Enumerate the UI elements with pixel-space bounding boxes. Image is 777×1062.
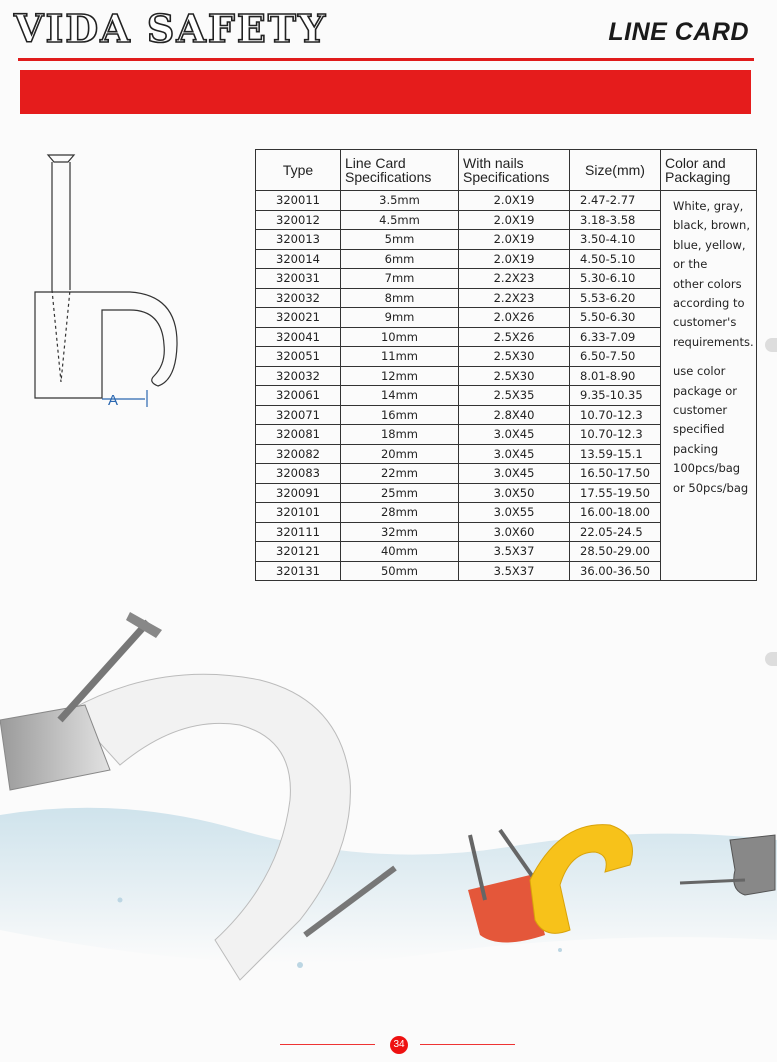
type-cell: 320014 [256, 249, 341, 269]
header-line-card: Line Card Specifications [341, 150, 459, 191]
packaging-line: packing [673, 441, 719, 456]
nails-cell: 2.2X23 [459, 269, 570, 289]
line-card-cell: 12mm [341, 366, 459, 386]
line-card-cell: 18mm [341, 425, 459, 445]
spec-table [255, 149, 757, 581]
clip-outline [35, 155, 177, 398]
size-cell: 3.18-3.58 [570, 210, 661, 230]
type-cell: 320013 [256, 230, 341, 250]
line-card-cell: 11mm [341, 347, 459, 367]
binder-hole [765, 652, 777, 666]
type-cell: 320071 [256, 405, 341, 425]
color-line: blue, yellow, [673, 237, 746, 252]
nails-cell: 2.5X26 [459, 327, 570, 347]
line-card-cell: 14mm [341, 386, 459, 406]
table-header-row [256, 150, 757, 191]
size-cell: 22.05-24.5 [570, 522, 661, 542]
type-cell: 320082 [256, 444, 341, 464]
packaging-line: use color [673, 364, 726, 379]
type-cell: 320101 [256, 503, 341, 523]
nails-cell: 2.0X19 [459, 210, 570, 230]
type-cell: 320032 [256, 366, 341, 386]
packaging-line: or 50pcs/bag [673, 480, 749, 495]
size-cell: 9.35-10.35 [570, 386, 661, 406]
line-card-cell: 5mm [341, 230, 459, 250]
size-cell: 2.47-2.77 [570, 191, 661, 211]
nails-cell: 3.0X60 [459, 522, 570, 542]
header-color-packaging: Color and Packaging [661, 150, 757, 191]
type-cell: 320011 [256, 191, 341, 211]
type-cell: 320032 [256, 288, 341, 308]
grey-clip [730, 835, 775, 895]
line-card-cell: 28mm [341, 503, 459, 523]
nails-cell: 2.2X23 [459, 288, 570, 308]
type-cell: 320111 [256, 522, 341, 542]
line-card-cell: 10mm [341, 327, 459, 347]
line-card-cell: 6mm [341, 249, 459, 269]
brand-logo: VIDA SAFETY [14, 6, 328, 51]
nails-cell: 3.0X45 [459, 425, 570, 445]
type-cell: 320121 [256, 542, 341, 562]
line-card-cell: 22mm [341, 464, 459, 484]
color-packaging-cell [661, 191, 757, 581]
size-cell: 5.50-6.30 [570, 308, 661, 328]
nails-cell: 2.0X19 [459, 249, 570, 269]
footer-rule-left [280, 1044, 375, 1045]
packaging-line: package or [673, 383, 737, 398]
size-cell: 6.33-7.09 [570, 327, 661, 347]
line-card-cell: 8mm [341, 288, 459, 308]
color-line: according to [673, 296, 745, 311]
header-type: Type [256, 150, 341, 191]
type-cell: 320031 [256, 269, 341, 289]
nails-cell: 2.5X35 [459, 386, 570, 406]
type-cell: 320041 [256, 327, 341, 347]
nails-cell: 3.0X55 [459, 503, 570, 523]
page-title: LINE CARD [608, 18, 749, 46]
line-card-cell: 20mm [341, 444, 459, 464]
water-splash [0, 808, 777, 964]
nails-cell: 2.0X19 [459, 230, 570, 250]
size-cell: 36.00-36.50 [570, 561, 661, 581]
nails-cell: 2.0X26 [459, 308, 570, 328]
type-cell: 320091 [256, 483, 341, 503]
type-cell: 320081 [256, 425, 341, 445]
page-number: 34 [390, 1036, 408, 1054]
line-card-cell: 50mm [341, 561, 459, 581]
line-card-cell: 3.5mm [341, 191, 459, 211]
header-banner [20, 70, 751, 114]
nails-cell: 3.0X45 [459, 464, 570, 484]
packaging-line: 100pcs/bag [673, 461, 741, 476]
packaging-line: customer [673, 403, 728, 418]
color-line: or the [673, 257, 708, 272]
nails-cell: 2.0X19 [459, 191, 570, 211]
line-card-cell: 40mm [341, 542, 459, 562]
size-cell: 8.01-8.90 [570, 366, 661, 386]
type-cell: 320021 [256, 308, 341, 328]
size-cell: 10.70-12.3 [570, 405, 661, 425]
size-cell: 17.55-19.50 [570, 483, 661, 503]
size-cell: 10.70-12.3 [570, 425, 661, 445]
type-cell: 320061 [256, 386, 341, 406]
size-cell: 4.50-5.10 [570, 249, 661, 269]
size-cell: 5.53-6.20 [570, 288, 661, 308]
size-cell: 5.30-6.10 [570, 269, 661, 289]
nails-cell: 2.5X30 [459, 366, 570, 386]
nails-cell: 3.5X37 [459, 561, 570, 581]
color-line: black, brown, [673, 218, 750, 233]
line-card-cell: 32mm [341, 522, 459, 542]
header-size: Size(mm) [570, 150, 661, 191]
binder-hole [765, 338, 777, 352]
color-line: White, gray, [673, 199, 744, 213]
size-cell: 28.50-29.00 [570, 542, 661, 562]
type-cell: 320083 [256, 464, 341, 484]
nails-cell: 2.5X30 [459, 347, 570, 367]
header-nails: With nails Specifications [459, 150, 570, 191]
table-row [256, 191, 757, 211]
line-card-cell: 9mm [341, 308, 459, 328]
line-card-cell: 16mm [341, 405, 459, 425]
nails-cell: 2.8X40 [459, 405, 570, 425]
footer-rule-right [420, 1044, 515, 1045]
product-photo [0, 600, 777, 1020]
header-rule [18, 58, 754, 61]
size-cell: 6.50-7.50 [570, 347, 661, 367]
size-cell: 16.50-17.50 [570, 464, 661, 484]
line-card-cell: 7mm [341, 269, 459, 289]
nails-cell: 3.0X45 [459, 444, 570, 464]
color-line: other colors [673, 276, 742, 291]
type-cell: 320012 [256, 210, 341, 230]
size-cell: 3.50-4.10 [570, 230, 661, 250]
nails-cell: 3.0X50 [459, 483, 570, 503]
line-card-cell: 4.5mm [341, 210, 459, 230]
packaging-line: specified [673, 422, 725, 437]
dimension-label: A [108, 392, 119, 409]
nails-cell: 3.5X37 [459, 542, 570, 562]
size-cell: 16.00-18.00 [570, 503, 661, 523]
cable-clip-diagram [30, 150, 190, 420]
type-cell: 320131 [256, 561, 341, 581]
color-line: requirements. [673, 334, 754, 349]
color-line: customer's [673, 315, 737, 330]
type-cell: 320051 [256, 347, 341, 367]
size-cell: 13.59-15.1 [570, 444, 661, 464]
line-card-cell: 25mm [341, 483, 459, 503]
